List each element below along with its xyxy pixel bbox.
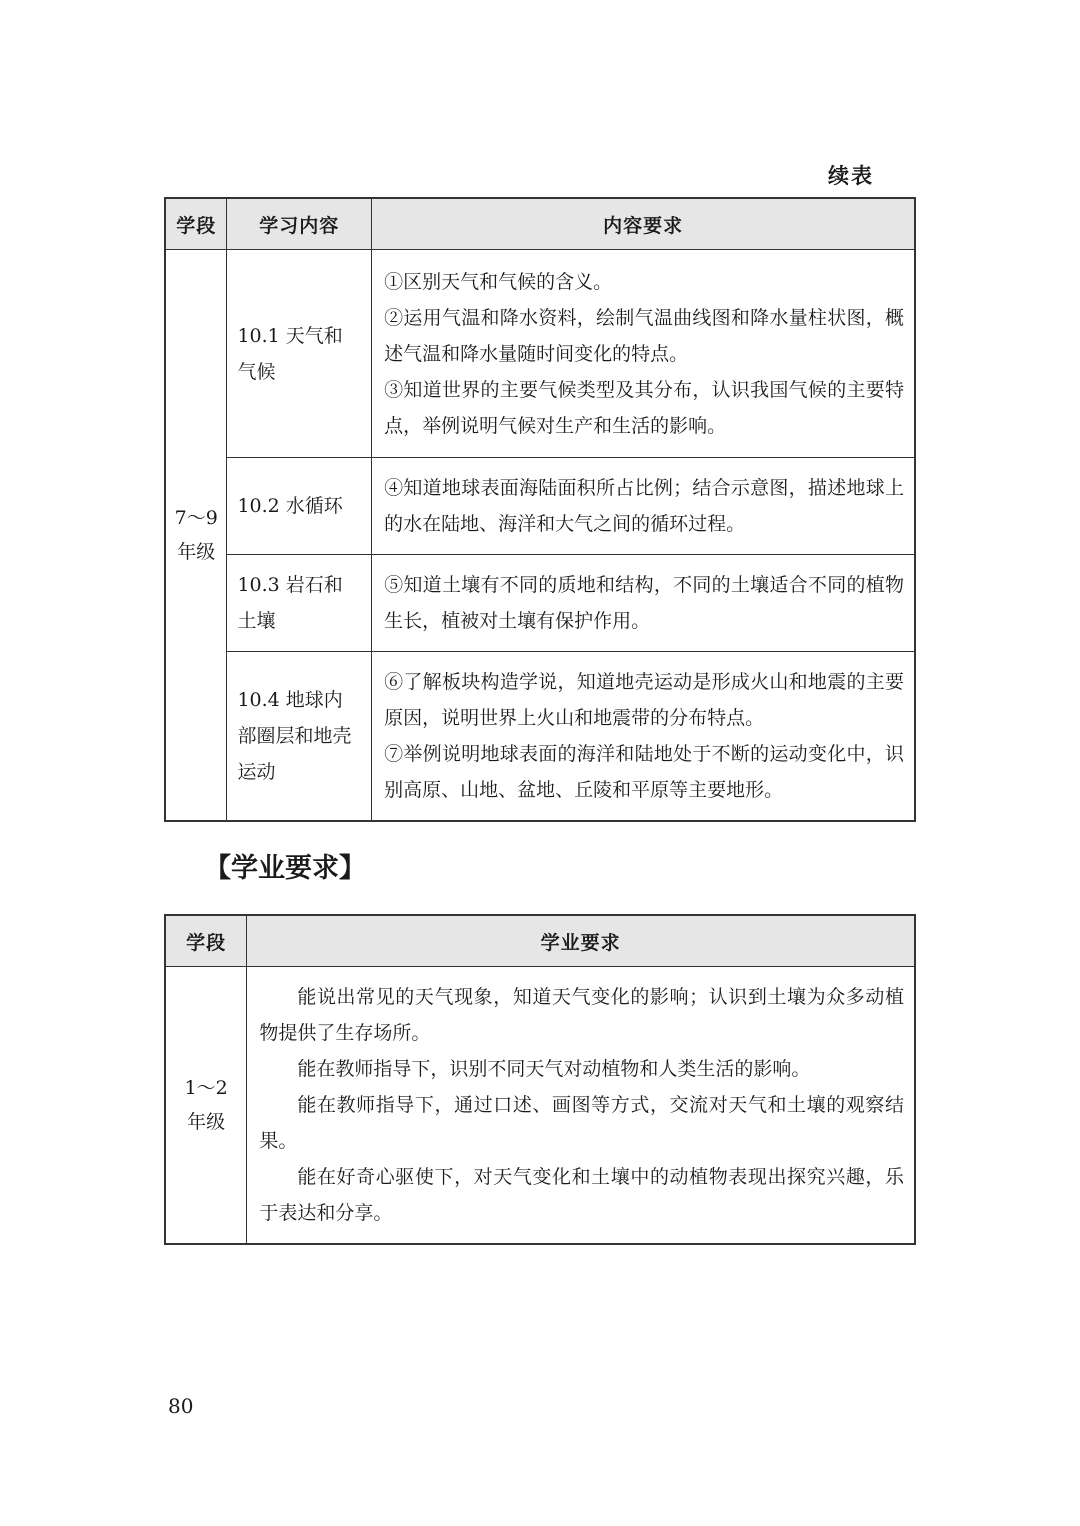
grade-label: 7～9年级 — [174, 507, 218, 563]
topic-cell — [227, 555, 372, 652]
grade-cell — [165, 967, 247, 1245]
content-requirements-table — [164, 197, 916, 822]
header-content-requirements: 内容要求 — [372, 198, 915, 250]
table-row — [165, 967, 915, 1245]
requirement-item: ⑥了解板块构造学说，知道地壳运动是形成火山和地震的主要原因，说明世界上火山和地震带的分布特点。 — [384, 671, 904, 729]
topic-label: 10.3 岩石和土壤 — [237, 574, 343, 632]
requirement-item: ③知道世界的主要气候类型及其分布，认识我国气候的主要特点，举例说明气候对生产和生活的影响。 — [384, 378, 904, 437]
academic-paragraph: 能在教师指导下，识别不同天气对动植物和人类生活的影响。 — [297, 1058, 811, 1080]
header-stage: 学段 — [165, 198, 227, 250]
topic-label: 10.2 水循环 — [237, 495, 343, 517]
grade-label: 1～2年级 — [184, 1077, 228, 1133]
header-academic-requirements: 学业要求 — [247, 915, 915, 967]
header-stage: 学段 — [165, 915, 247, 967]
topic-cell — [227, 250, 372, 458]
academic-requirements-table — [164, 914, 916, 1245]
topic-label: 10.1 天气和气候 — [237, 324, 343, 383]
requirements-cell — [372, 458, 915, 555]
requirements-cell — [372, 250, 915, 458]
requirements-cell — [372, 555, 915, 652]
requirement-item: ①区别天气和气候的含义。 — [384, 270, 613, 293]
academic-paragraph: 能在教师指导下，通过口述、画图等方式，交流对天气和土壤的观察结果。 — [259, 1094, 904, 1152]
table-row — [165, 652, 915, 822]
topic-label: 10.4 地球内部圈层和地壳运动 — [237, 689, 352, 783]
table-header-row — [165, 915, 915, 967]
requirement-item: ⑦举例说明地球表面的海洋和陆地处于不断的运动变化中，识别高原、山地、盆地、丘陵和平原等主要地形。 — [384, 743, 904, 801]
requirement-item: ④知道地球表面海陆面积所占比例；结合示意图，描述地球上的水在陆地、海洋和大气之间的循环过程。 — [384, 477, 904, 535]
academic-requirements-cell — [247, 967, 915, 1245]
topic-cell — [227, 652, 372, 822]
requirement-item: ②运用气温和降水资料，绘制气温曲线图和降水量柱状图，概述气温和降水量随时间变化的特点。 — [384, 306, 904, 365]
continued-table-label: 续表 — [828, 164, 874, 188]
table-header-row — [165, 198, 915, 250]
requirement-item: ⑤知道土壤有不同的质地和结构，不同的土壤适合不同的植物生长，植被对土壤有保护作用。 — [384, 574, 904, 632]
academic-requirements-heading: 【学业要求】 — [204, 853, 366, 884]
header-learning-content: 学习内容 — [227, 198, 372, 250]
table-row — [165, 458, 915, 555]
academic-paragraph: 能说出常见的天气现象，知道天气变化的影响；认识到土壤为众多动植物提供了生存场所。 — [259, 986, 904, 1044]
requirements-cell — [372, 652, 915, 822]
table-row — [165, 555, 915, 652]
academic-paragraph: 能在好奇心驱使下，对天气变化和土壤中的动植物表现出探究兴趣，乐于表达和分享。 — [259, 1166, 904, 1224]
grade-cell — [165, 250, 227, 822]
topic-cell — [227, 458, 372, 555]
table-row — [165, 250, 915, 458]
page-number: 80 — [168, 1394, 194, 1418]
